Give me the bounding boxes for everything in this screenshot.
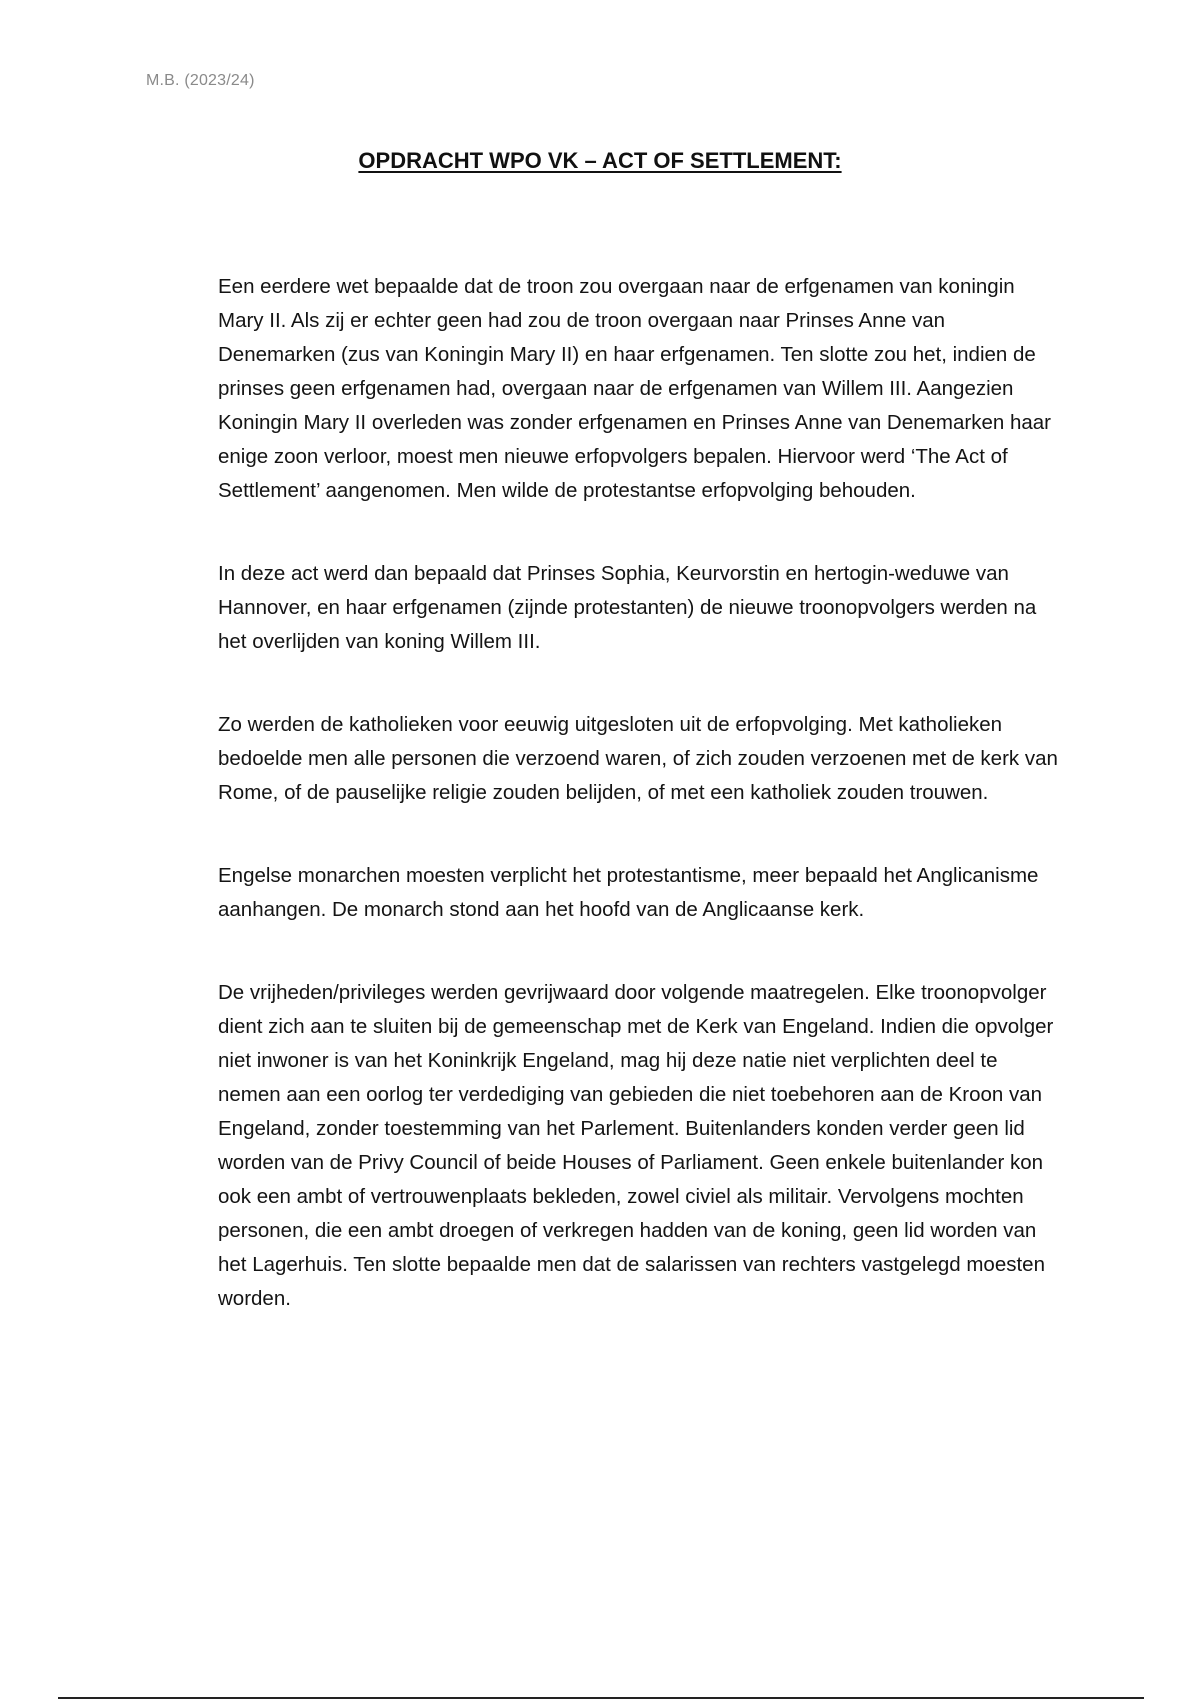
paragraph-catholic-exclusion: Zo werden de katholieken voor eeuwig uitgesloten uit de erfopvolging. Met katholieken bedoelde men alle personen die verzoend waren, of zich zouden verzoenen met de kerk van Rome, of de pauselijke religie zouden belijden, of met een katholiek zouden trouwen. xyxy=(218,713,1058,804)
paragraph-anglicanism: Engelse monarchen moesten verplicht het protestantisme, meer bepaald het Anglicanisme aanhangen. De monarch stond aan het hoofd van de Anglicaanse kerk. xyxy=(218,864,1039,921)
document-body xyxy=(218,270,1060,1365)
paragraph-privileges: De vrijheden/privileges werden gevrijwaard door volgende maatregelen. Elke troonopvolger dient zich aan te sluiten bij de gemeenschap met de Kerk van Engeland. Indien die opvolger niet inwoner is van het Koninkrijk Engeland, mag hij deze natie niet verplichten deel te nemen aan een oorlog ter verdediging van gebieden die niet toebehoren aan de Kroon van Engeland, zonder toestemming van het Parlement. Buitenlanders konden verder geen lid worden van de Privy Council of beide Houses of Parliament. Geen enkele buitenlander kon ook een ambt of vertrouwenplaats bekleden, zowel civiel als militair. Vervolgens mochten personen, die een ambt droegen of verkregen hadden van de koning, geen lid worden van het Lagerhuis. Ten slotte bepaalde men dat de salarissen van rechters vastgelegd moesten worden. xyxy=(218,981,1054,1310)
author-year-note: M.B. (2023/24) xyxy=(146,72,255,89)
document-title: OPDRACHT WPO VK – ACT OF SETTLEMENT: xyxy=(358,148,842,173)
page-bottom-rule xyxy=(58,1697,1144,1699)
paragraph-sophia-succession: In deze act werd dan bepaald dat Prinses Sophia, Keurvorstin en hertogin-weduwe van Hannover, en haar erfgenamen (zijnde protestanten) de nieuwe troonopvolgers werden na het overlijden van koning Willem III. xyxy=(218,562,1037,653)
paragraph-earlier-law: Een eerdere wet bepaalde dat de troon zou overgaan naar de erfgenamen van koningin Mary II. Als zij er echter geen had zou de troon overgaan naar Prinses Anne van Denemarken (zus van Koningin Mary II) en haar erfgenamen. Ten slotte zou het, indien de prinses geen erfgenamen had, overgaan naar de erfgenamen van Willem III. Aangezien Koningin Mary II overleden was zonder erfgenamen en Prinses Anne van Denemarken haar enige zoon verloor, moest men nieuwe erfopvolgers bepalen. Hiervoor werd ‘The Act of Settlement’ aangenomen. Men wilde de protestantse erfopvolging behouden. xyxy=(218,275,1052,502)
